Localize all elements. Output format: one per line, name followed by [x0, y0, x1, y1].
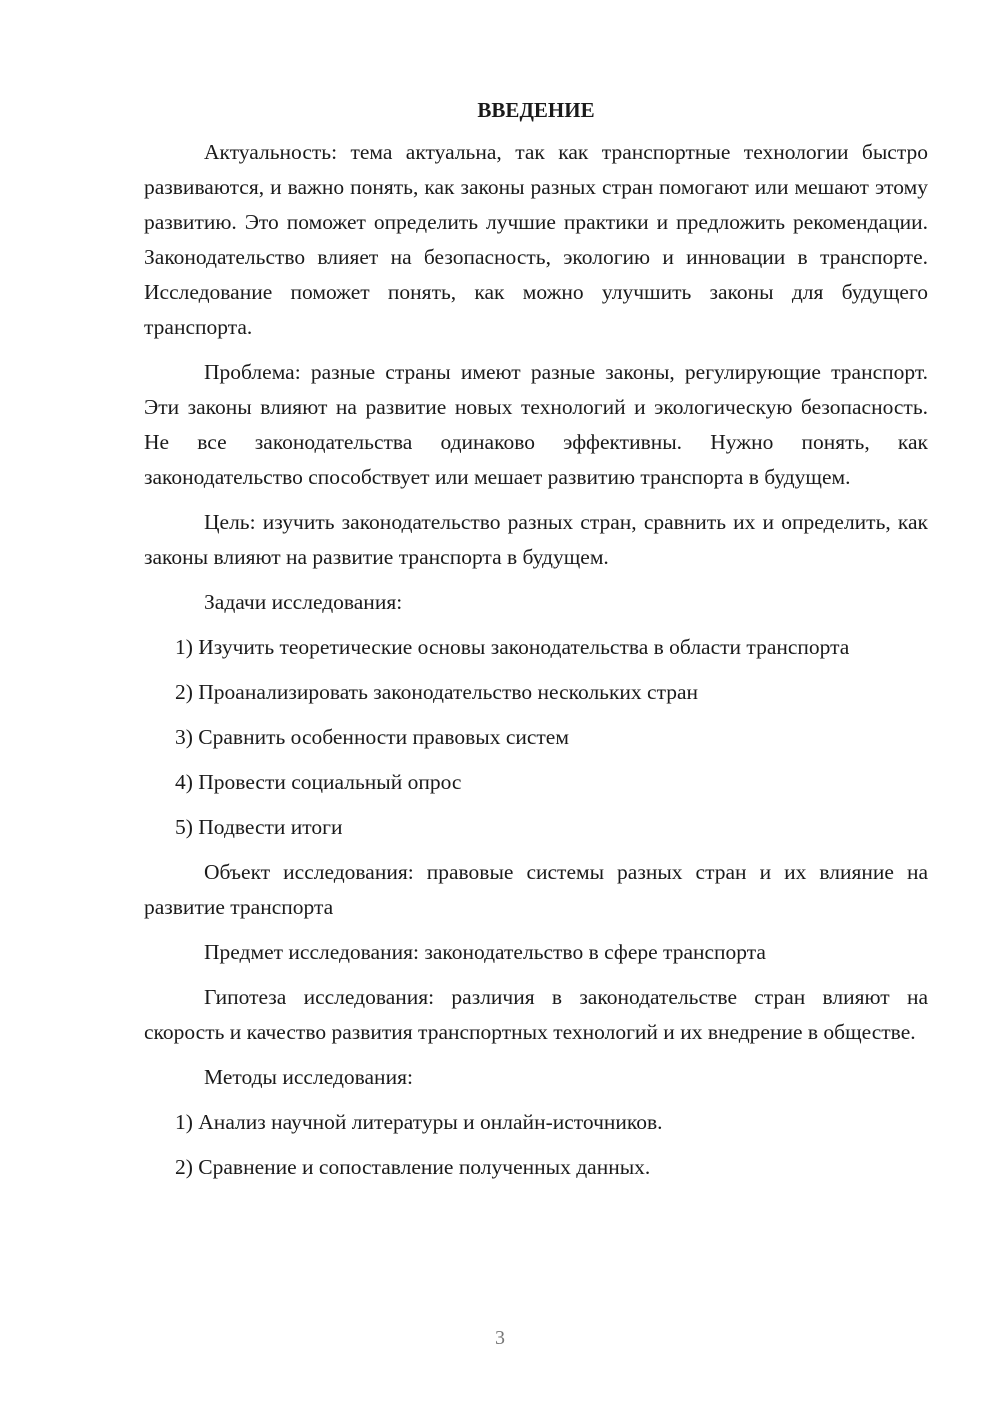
- page-number: 3: [495, 1327, 505, 1349]
- paragraph-problem: Проблема: разные страны имеют разные законы, регулирующие транспорт. Эти законы влияют на развитие новых технологий и экологическую безопасность. Не все законодательства одинаково эффективны. Нужно понять, как законодательство способствует или мешает развитию транспорта в будущем.: [144, 360, 928, 489]
- method-item-1: 1) Анализ научной литературы и онлайн-источников.: [175, 1110, 663, 1134]
- task-item-4: 4) Провести социальный опрос: [175, 770, 462, 794]
- paragraph-relevance: Актуальность: тема актуальна, так как транспортные технологии быстро развиваются, и важно понять, как законы разных стран помогают или мешают этому развитию. Это поможет определить лучшие практики и предложить рекомендации. Законодательство влияет на безопасность, экологию и инновации в транспорте. Исследование поможет понять, как можно улучшить законы для будущего транспорта.: [144, 140, 928, 339]
- methods-heading: Методы исследования:: [204, 1065, 413, 1089]
- task-item-2: 2) Проанализировать законодательство нескольких стран: [175, 680, 699, 704]
- method-item-2: 2) Сравнение и сопоставление полученных данных.: [175, 1155, 651, 1179]
- task-item-1: 1) Изучить теоретические основы законодательства в области транспорта: [175, 635, 850, 659]
- task-item-3: 3) Сравнить особенности правовых систем: [175, 725, 569, 749]
- tasks-heading: Задачи исследования:: [204, 590, 403, 614]
- document-page: [144, 95, 928, 1195]
- paragraph-goal: Цель: изучить законодательство разных стран, сравнить их и определить, как законы влияют на развитие транспорта в будущем.: [144, 510, 928, 569]
- paragraph-object: Объект исследования: правовые системы разных стран и их влияние на развитие транспорта: [144, 860, 928, 919]
- paragraph-subject: Предмет исследования: законодательство в сфере транспорта: [204, 940, 766, 964]
- paragraph-hypothesis: Гипотеза исследования: различия в законодательстве стран влияют на скорость и качество развития транспортных технологий и их внедрение в обществе.: [144, 985, 928, 1044]
- page-title: ВВЕДЕНИЕ: [477, 98, 595, 122]
- task-item-5: 5) Подвести итоги: [175, 815, 343, 839]
